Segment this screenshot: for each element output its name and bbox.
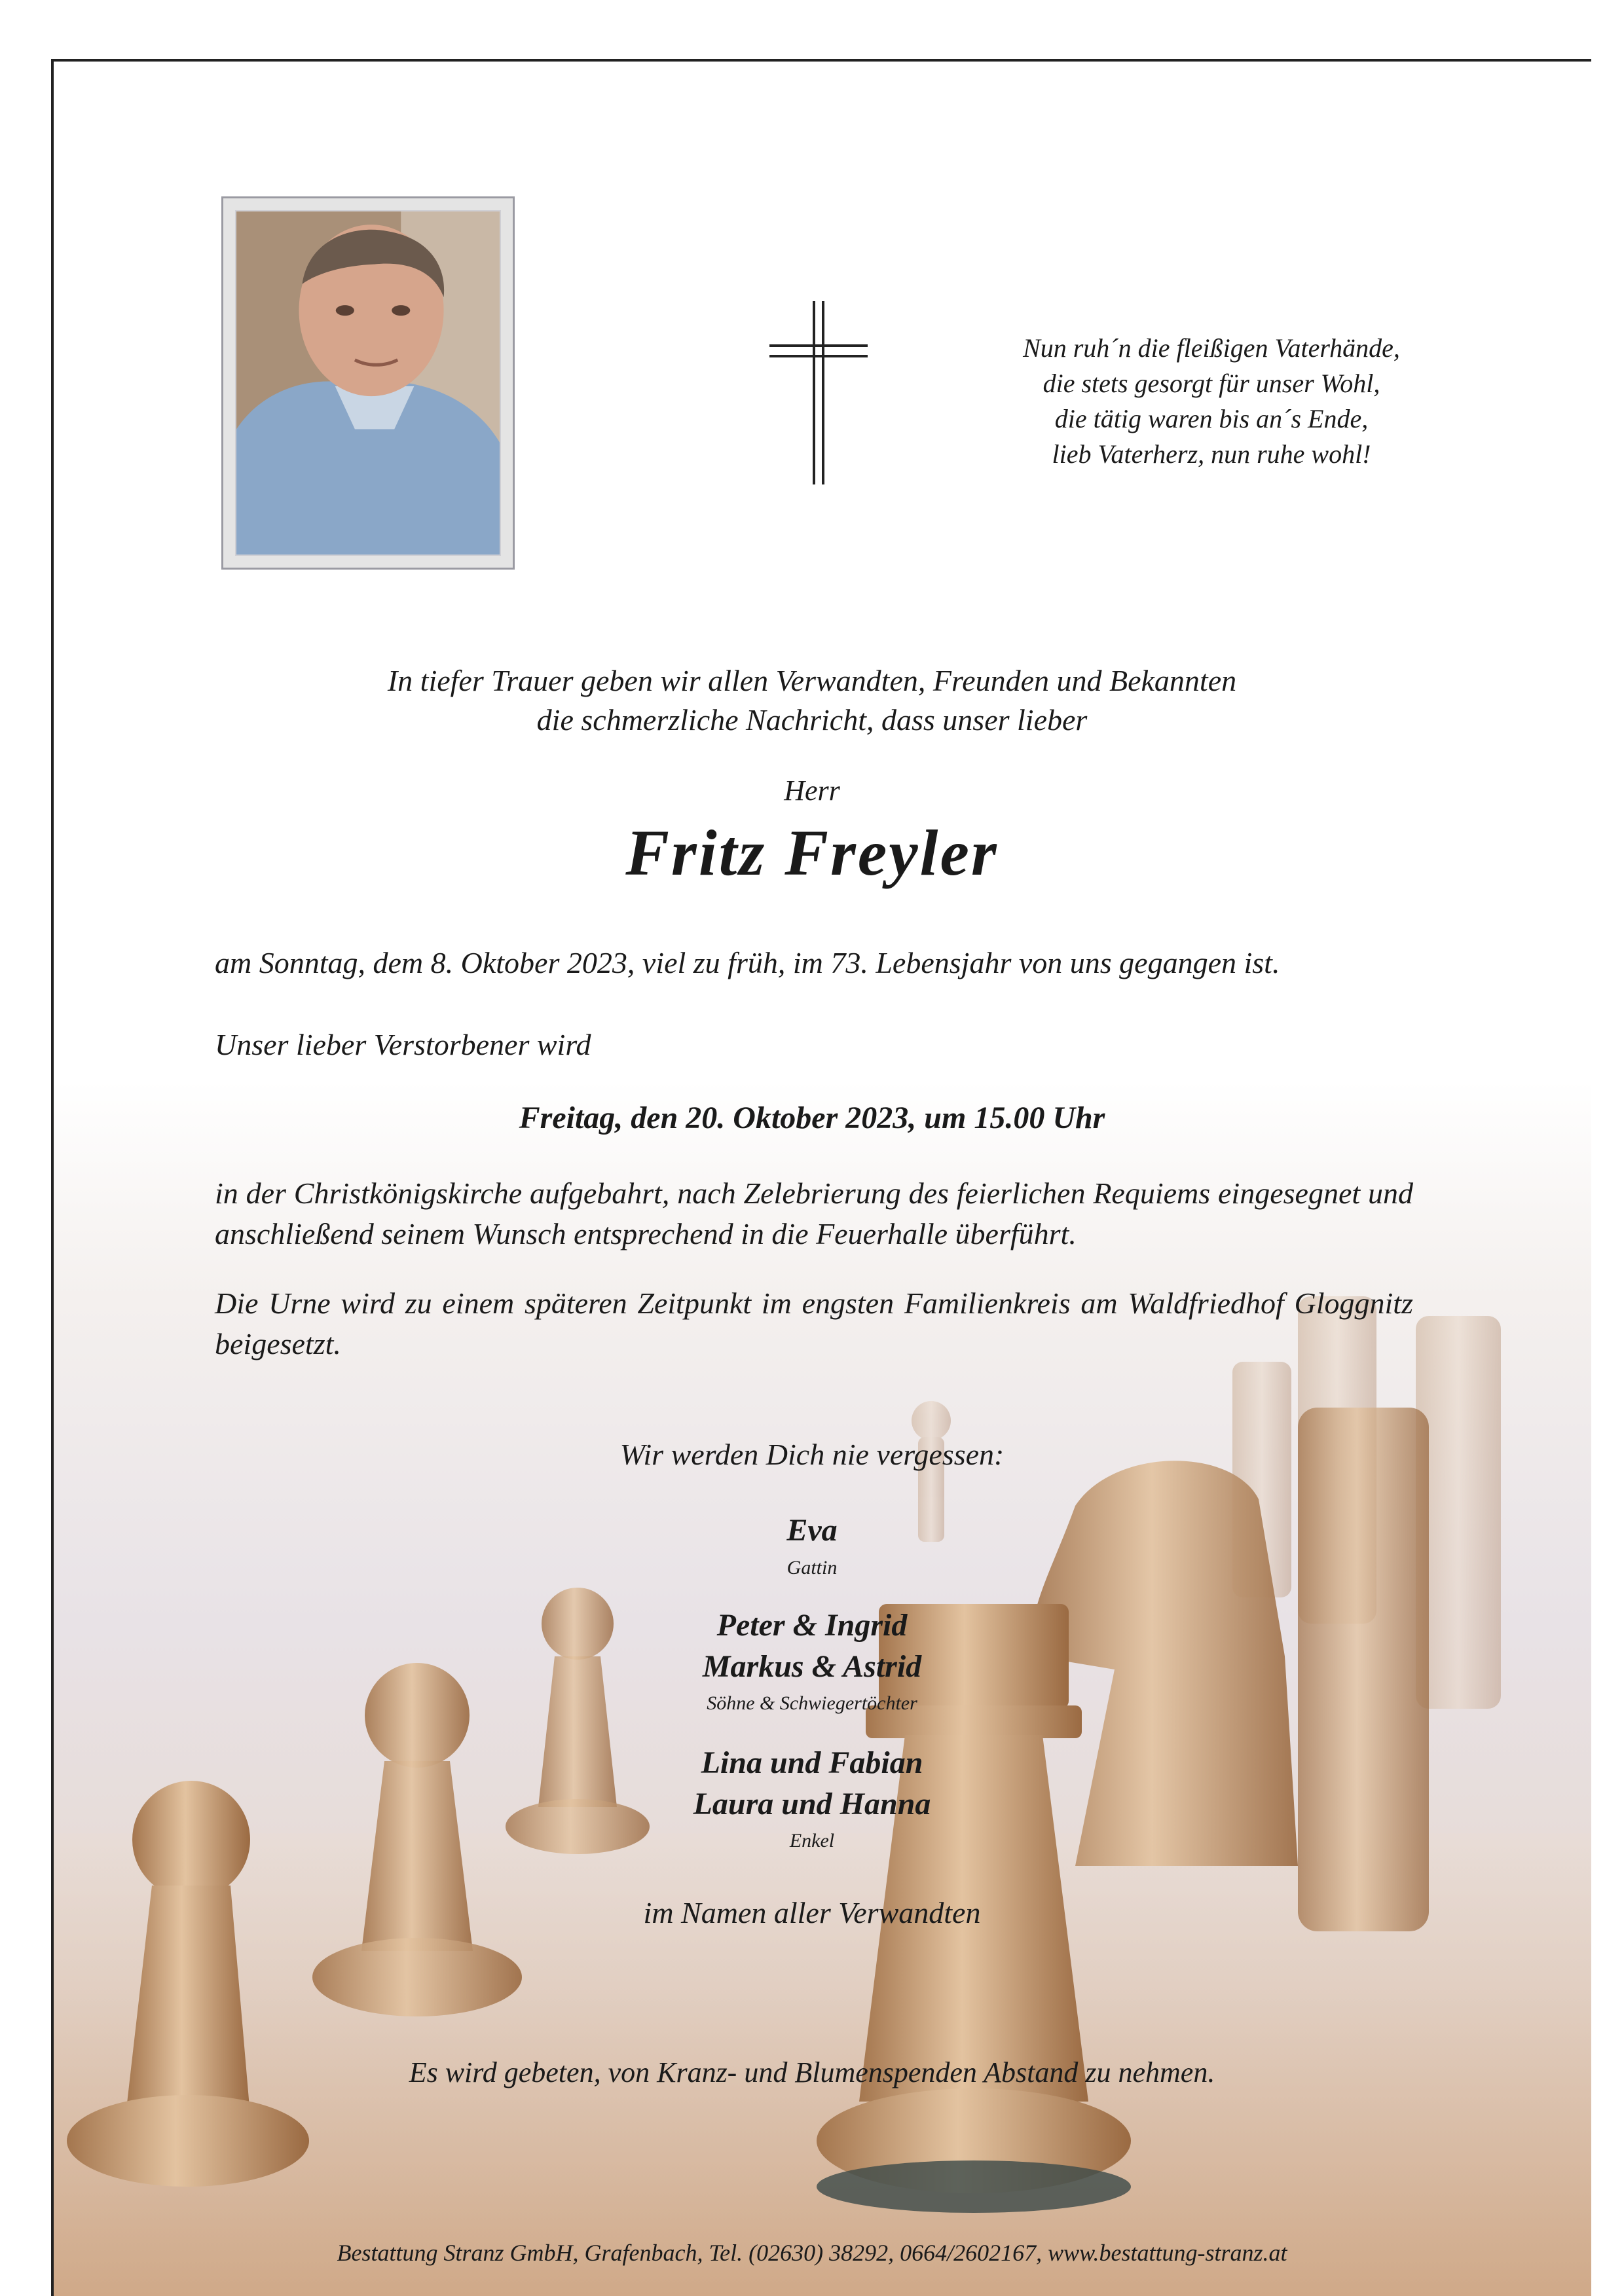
portrait-photo [235,210,501,556]
family-member-name: Peter & Ingrid [716,1608,908,1643]
ceremony-text: in der Christkönigskirche aufgebahrt, nach Zelebrierung des feierlichen Requiems eingesegnet und anschließend seinem Wunsch entsprechend in die Feuerhalle überführt. [215,1176,1413,1250]
poem-line: die stets gesorgt für unser Wohl, [1043,369,1380,398]
intro-text [0,661,1624,740]
frame-left-line [51,59,54,2296]
footer-funeral-home: Bestattung Stranz GmbH, Grafenbach, Tel. (02630) 38292, 0664/2602167, www.bestattung-stranz.at [337,2240,1287,2266]
memorial-poem [930,331,1493,472]
deceased-name: Fritz Freyler [625,816,999,889]
ceremony-date: Freitag, den 20. Oktober 2023, um 15.00 Uhr [519,1101,1105,1135]
family-relation: Gattin [786,1557,838,1578]
portrait-photo-frame [221,196,515,570]
poem-line: Nun ruh´n die fleißigen Vaterhände, [1023,333,1400,363]
closing-note: Es wird gebeten, von Kranz- und Blumenspenden Abstand zu nehmen. [409,2056,1215,2088]
poem-line: die tätig waren bis an´s Ende, [1054,404,1369,433]
all-relatives-line: im Namen aller Verwandten [643,1896,981,1929]
family-heading: Wir werden Dich nie vergessen: [619,1438,1005,1471]
salutation: Herr [784,774,840,807]
ceremony-intro: Unser lieber Verstorbener wird [215,1028,591,1061]
family-member-name: Eva [786,1513,838,1548]
cross-icon [769,301,868,484]
chess-background-image [54,1080,1591,2296]
family-member-name: Laura und Hanna [693,1787,931,1821]
intro-line: In tiefer Trauer geben wir allen Verwandten, Freunden und Bekannten [387,664,1237,697]
frame-top-line [51,59,1591,62]
poem-line: lieb Vaterherz, nun ruhe wohl! [1052,439,1371,469]
family-relation: Enkel [789,1830,835,1851]
family-relation: Söhne & Schwiegertöchter [707,1692,917,1714]
intro-line: die schmerzliche Nachricht, dass unser lieber [536,703,1088,737]
family-member-name: Markus & Astrid [702,1649,922,1684]
death-announcement: am Sonntag, dem 8. Oktober 2023, viel zu früh, im 73. Lebensjahr von uns gegangen ist. [215,946,1280,979]
urn-text: Die Urne wird zu einem späteren Zeitpunkt im engsten Familienkreis am Waldfriedhof Gloggnitz beigesetzt. [215,1286,1413,1360]
family-member-name: Lina und Fabian [701,1745,923,1780]
